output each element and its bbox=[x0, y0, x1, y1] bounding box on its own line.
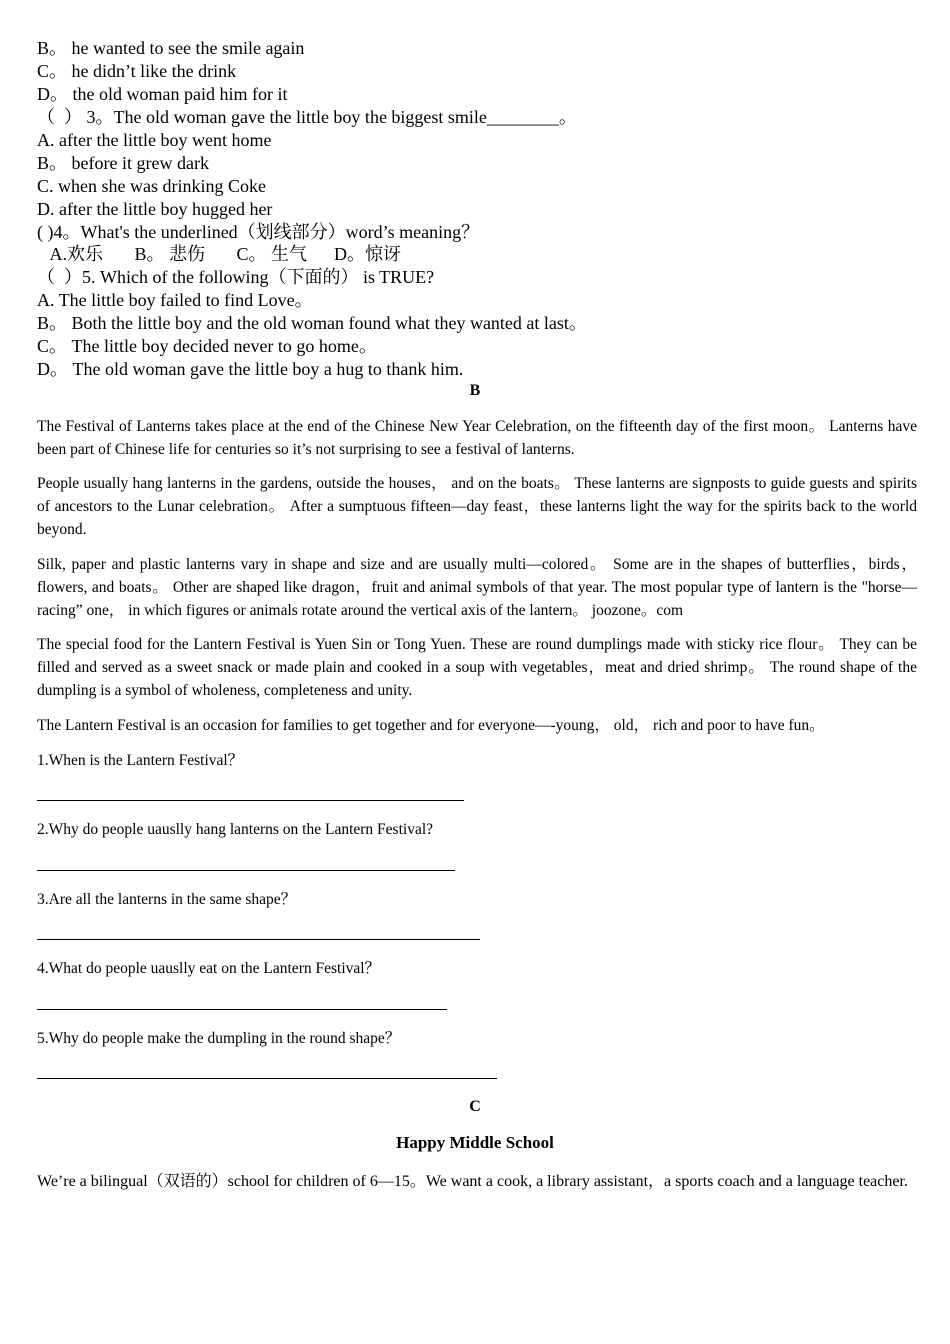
answer-line[interactable] bbox=[37, 870, 455, 871]
option-line: C。 The little boy decided never to go home。 bbox=[37, 336, 377, 356]
option-line: A.欢乐 B。 悲伤 C。 生气 D。惊讶 bbox=[37, 244, 402, 264]
option-line: C. when she was drinking Coke bbox=[37, 176, 266, 196]
option-line: B。 before it grew dark bbox=[37, 153, 209, 173]
answer-line[interactable] bbox=[37, 1078, 497, 1079]
option-line: D。 The old woman gave the little boy a hug to thank him. bbox=[37, 359, 464, 379]
answer-line[interactable] bbox=[37, 800, 464, 801]
option-line: A. after the little boy went home bbox=[37, 130, 272, 150]
comprehension-question: 1.When is the Lantern Festival？ bbox=[37, 752, 244, 769]
question-line: ( )4。What's the underlined（划线部分）word’s meaning？ bbox=[37, 222, 480, 242]
option-line: D。 the old woman paid him for it bbox=[37, 84, 288, 104]
comprehension-question: 3.Are all the lanterns in the same shape？ bbox=[37, 891, 297, 908]
passage-paragraph: The special food for the Lantern Festival is Yuen Sin or Tong Yuen. These are round dumplings made with sticky rice flour。 They can be filled and served as a sweet snack or made plain and cooked in a soup with vegetables，meat and dried shrimp。 The round shape of the dumpling is a symbol of wholeness, completeness and unity. bbox=[37, 636, 917, 699]
passage-paragraph: The Festival of Lanterns takes place at the end of the Chinese New Year Celebration, on the fifteenth day of the first moon。 Lanterns have been part of Chinese life for centuries so it’s not surprising to see a festival of lanterns. bbox=[37, 418, 917, 458]
section-b-heading: B bbox=[469, 382, 481, 399]
answer-line[interactable] bbox=[37, 939, 480, 940]
option-line: C。 he didn’t like the drink bbox=[37, 61, 237, 81]
comprehension-question: 2.Why do people uauslly hang lanterns on the Lantern Festival? bbox=[37, 821, 434, 838]
section-c-heading: C bbox=[469, 1098, 481, 1115]
answer-line[interactable] bbox=[37, 1009, 447, 1010]
option-line: A. The little boy failed to find Love。 bbox=[37, 290, 313, 310]
comprehension-question: 4.What do people uauslly eat on the Lantern Festival？ bbox=[37, 960, 381, 977]
question-line: （ ）5. Which of the following（下面的） is TRUE? bbox=[37, 267, 435, 287]
passage-paragraph: The Lantern Festival is an occasion for families to get together and for everyone—-young， old， rich and poor to have fun。 bbox=[37, 717, 825, 734]
option-line: B。 he wanted to see the smile again bbox=[37, 38, 305, 58]
option-line: D. after the little boy hugged her bbox=[37, 199, 273, 219]
passage-paragraph: Silk, paper and plastic lanterns vary in shape and size and are usually multi—colored。 Some are in the shapes of butterflies，birds，flowers, and boats。 Other are shaped like dragon，fruit and animal symbols of that year. The most popular type of lantern is the "horse—racing” one， in which figures or animals rotate around the vertical axis of the lantern。 joozone。com bbox=[37, 556, 917, 619]
option-line: B。 Both the little boy and the old woman found what they wanted at last。 bbox=[37, 313, 587, 333]
question-line: （ ） 3。The old woman gave the little boy the biggest smile________。 bbox=[37, 107, 577, 127]
section-c-title: Happy Middle School bbox=[396, 1133, 554, 1152]
section-c-paragraph: We’re a bilingual（双语的）school for children of 6—15。We want a cook, a library assistant，a sports coach and a language teacher. bbox=[37, 1173, 908, 1190]
comprehension-question: 5.Why do people make the dumpling in the round shape？ bbox=[37, 1030, 401, 1047]
passage-paragraph: People usually hang lanterns in the gardens, outside the houses， and on the boats。 These lanterns are signposts to guide guests and spirits of ancestors to the Lunar celebration。 After a sumptuous fifteen—day feast，these lanterns light the way for the spirits back to the world beyond. bbox=[37, 475, 917, 538]
